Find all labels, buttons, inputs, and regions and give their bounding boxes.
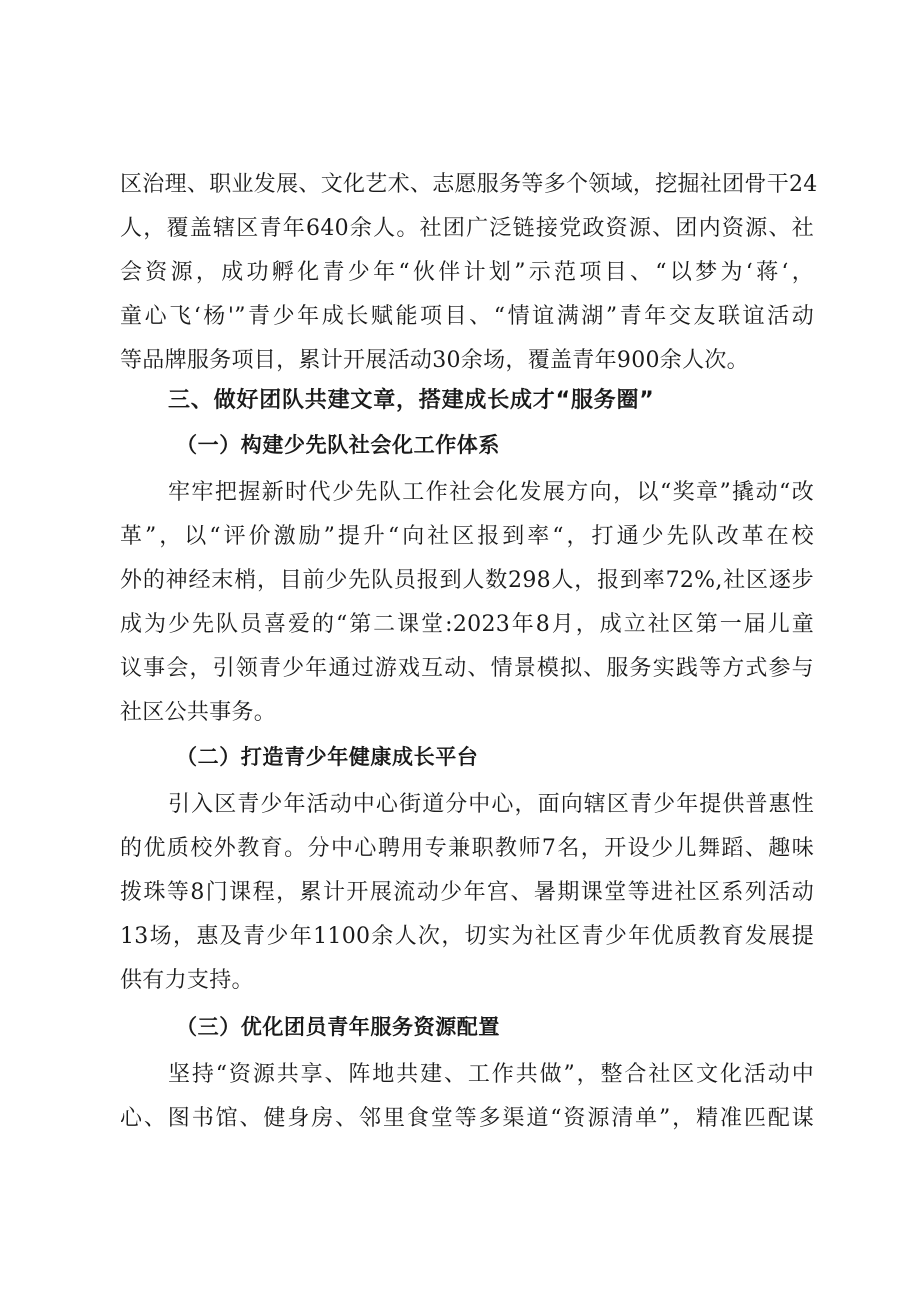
subsection-heading-2: （二）打造青少年健康成长平台	[176, 745, 479, 769]
subsection-heading-3: （三）优化团员青年服务资源配置	[176, 1015, 500, 1039]
paragraph-line: 人，覆盖辖区青年640余人。社团广泛链接党政资源、团内资源、社	[120, 216, 814, 241]
paragraph-line: 社区公共事务。	[120, 700, 277, 725]
paragraph-line: 牢牢把握新时代少先队工作社会化发展方向，以“奖章”撬动“改	[168, 480, 814, 505]
paragraph-line: 等品牌服务项目，累计开展活动30余场，覆盖青年900余人次。	[120, 348, 749, 373]
paragraph-line: 拨珠等8门课程，累计开展流动少年宫、暑期课堂等进社区系列活动	[120, 880, 814, 905]
paragraph-line: 会资源，成功孵化青少年“伙伴计划”示范项目、“以梦为‘蒋‘，	[120, 260, 814, 285]
paragraph-line: 外的神经末梢，目前少先队员报到人数298人，报到率72%,社区逐步	[120, 568, 814, 593]
paragraph-line: 童心飞‘杨'”青少年成长赋能项目、“情谊满湖”青年交友联谊活动	[120, 304, 814, 329]
paragraph-line: 引入区青少年活动中心街道分中心，面向辖区青少年提供普惠性	[168, 792, 814, 817]
subsection-heading-1: （一）构建少先队社会化工作体系	[176, 433, 500, 457]
paragraph-line: 成为少先队员喜爱的“第二课堂:2023年8月，成立社区第一届儿童	[120, 612, 814, 637]
paragraph-line: 13场，惠及青少年1100余人次，切实为社区青少年优质教育发展提	[120, 924, 814, 949]
paragraph-line: 心、图书馆、健身房、邻里食堂等多渠道“资源清单”，精准匹配谋	[120, 1106, 814, 1131]
paragraph-line: 的优质校外教育。分中心聘用专兼职教师7名，开设少儿舞蹈、趣味	[120, 836, 814, 861]
paragraph-line: 革”，以“评价激励”提升“向社区报到率“，打通少先队改革在校	[120, 524, 814, 549]
paragraph-line: 区治理、职业发展、文化艺术、志愿服务等多个领域，挖掘社团骨干24	[120, 172, 818, 197]
paragraph-line: 供有力支持。	[120, 968, 254, 993]
paragraph-line: 议事会，引领青少年通过游戏互动、情景模拟、服务实践等方式参与	[120, 656, 814, 681]
paragraph-line: 坚持“资源共享、阵地共建、工作共做”，整合社区文化活动中	[168, 1062, 814, 1087]
section-heading: 三、做好团队共建文章，搭建成长成才“服务圈”	[168, 388, 655, 413]
